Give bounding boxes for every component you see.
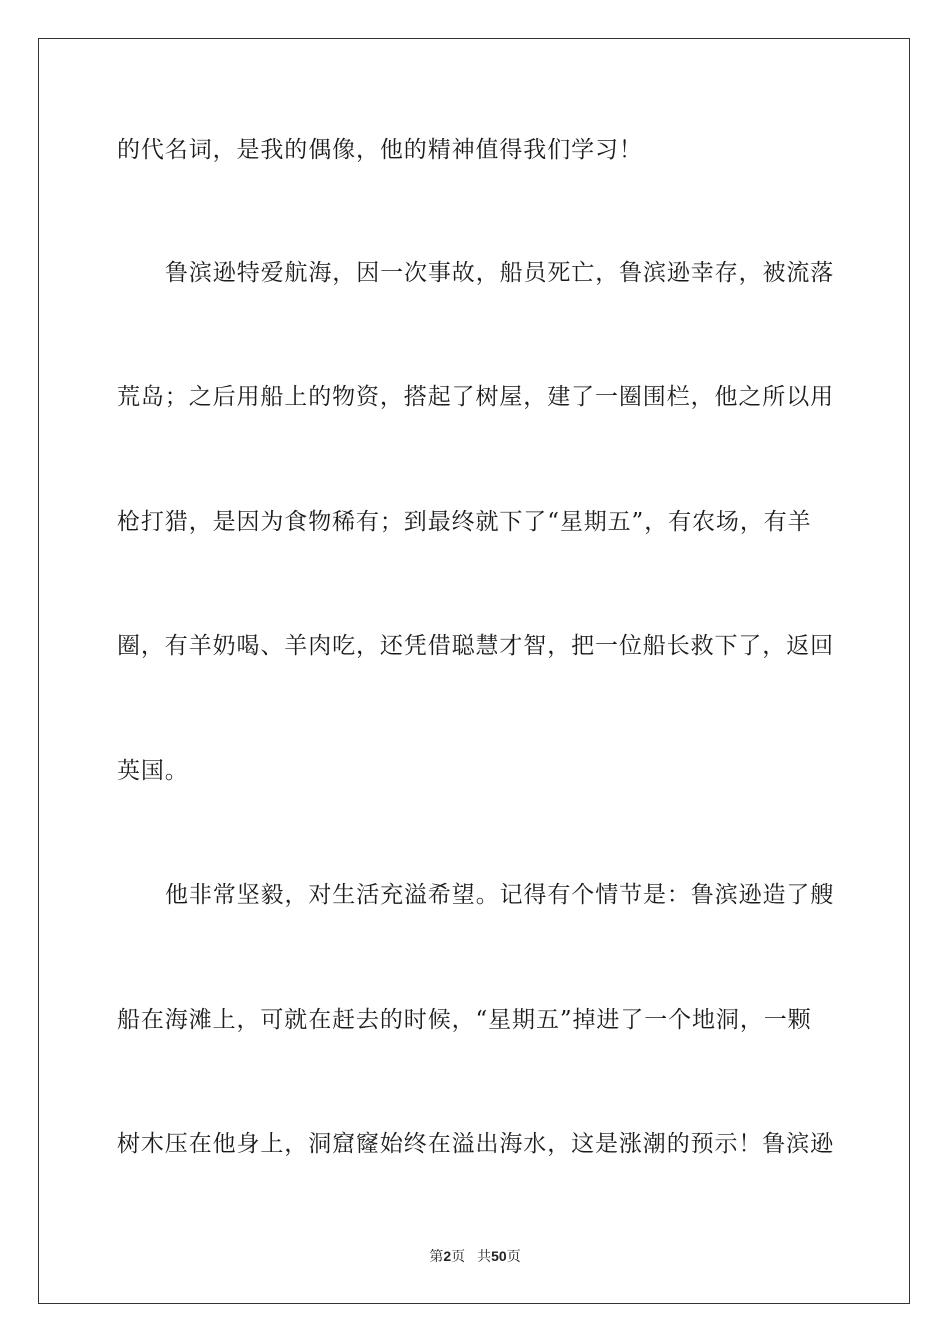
paragraph-line: 圈，有羊奶喝、羊肉吃，还凭借聪慧才智，把一位船长救下了，返回 bbox=[117, 633, 834, 659]
paragraph-line: 枪打猎，是因为食物稀有；到最终就下了“星期五”，有农场，有羊 bbox=[117, 509, 812, 535]
total-suffix: 页 bbox=[506, 1249, 521, 1265]
paragraph-line: 的代名词，是我的偶像，他的精神值得我们学习！ bbox=[117, 137, 643, 163]
page-suffix: 页 bbox=[451, 1249, 466, 1265]
total-pages: 50 bbox=[491, 1248, 507, 1264]
paragraph-line: 英国。 bbox=[117, 758, 189, 784]
paragraph-line: 他非常坚毅，对生活充溢希望。记得有个情节是：鲁滨逊造了艘 bbox=[165, 882, 835, 908]
page-number: 2 bbox=[443, 1248, 452, 1264]
page-prefix: 第 bbox=[429, 1249, 444, 1265]
paragraph-line: 鲁滨逊特爱航海，因一次事故，船员死亡，鲁滨逊幸存，被流落 bbox=[165, 260, 835, 286]
page-footer bbox=[0, 1246, 950, 1267]
page-frame bbox=[38, 38, 910, 1304]
paragraph-line: 树木压在他身上，洞窟窿始终在溢出海水，这是涨潮的预示！鲁滨逊 bbox=[117, 1131, 834, 1157]
paragraph-line: 荒岛；之后用船上的物资，搭起了树屋，建了一圈围栏，他之所以用 bbox=[117, 384, 834, 410]
paragraph-line: 船在海滩上，可就在赶去的时候，“星期五”掉进了一个地洞，一颗 bbox=[117, 1007, 812, 1033]
total-prefix: 共 bbox=[477, 1249, 492, 1265]
